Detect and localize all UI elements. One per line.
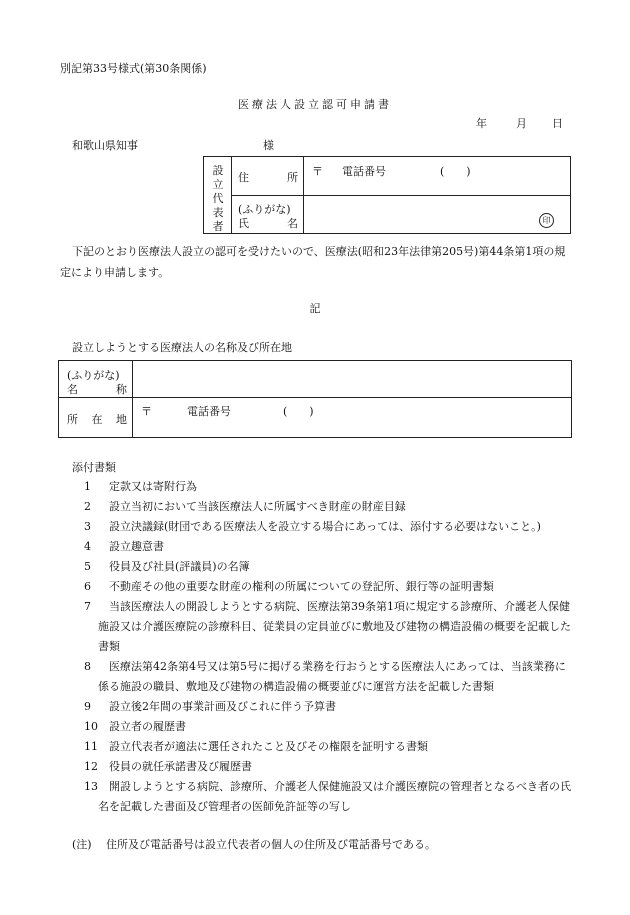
attachment-number: 2 xyxy=(84,500,91,513)
attachment-number: 10 xyxy=(84,720,98,733)
founder-address-label: 住 所 xyxy=(238,171,298,184)
note-label: (注) xyxy=(72,838,92,851)
attachments-list xyxy=(72,477,572,817)
attachment-item xyxy=(72,717,572,737)
attachment-item xyxy=(72,577,572,597)
founder-side-cell xyxy=(204,157,232,233)
attachment-number: 13 xyxy=(84,780,98,793)
application-body-text: 下記のとおり医療法人設立の認可を受けたいので、医療法(昭和23年法律第205号)第44条第1項の規定により申請します。 xyxy=(60,245,566,279)
attachments-heading: 添付書類 xyxy=(72,461,116,474)
attachment-item xyxy=(72,737,572,757)
attachment-number: 6 xyxy=(84,580,91,593)
attachment-number: 5 xyxy=(84,560,91,573)
attachment-number: 7 xyxy=(84,600,91,613)
corp-label-column xyxy=(59,361,133,437)
attachment-item xyxy=(72,537,572,557)
corp-name-label: 名 称 xyxy=(67,383,127,396)
attachment-text: 設立代表者が適法に選任されたこと及びその権限を証明する書類 xyxy=(109,740,428,753)
corp-kana-label: (ふりがな) xyxy=(67,369,120,382)
date-row xyxy=(476,115,563,131)
founder-side-label: 設立代表者 xyxy=(212,164,224,233)
attachment-number: 3 xyxy=(84,520,91,533)
attachment-item xyxy=(72,517,572,537)
note xyxy=(72,836,436,852)
attachment-text: 設立決議録(財団である医療法人を設立する場合にあっては、添付する必要はないこと。) xyxy=(109,520,541,533)
corp-location-field[interactable] xyxy=(141,403,314,419)
corp-table xyxy=(58,360,572,438)
founder-table xyxy=(203,156,571,234)
attachment-text: 設立者の履歴書 xyxy=(109,720,186,733)
founder-kana-label: (ふりがな) xyxy=(238,203,291,216)
attachment-item xyxy=(72,497,572,517)
attachment-text: 医療法第42条第4号又は第5号に掲げる業務を行おうとする医療法人にあっては、当該業務に係る施設の職員、敷地及び建物の構造設備の概要並びに運営方法を記載した書類 xyxy=(98,660,566,693)
seal-mark: 印 xyxy=(539,213,554,228)
form-number: 別記第33号様式(第30条関係) xyxy=(60,62,207,75)
attachment-text: 開設しようとする病院、診療所、介護老人保健施設又は介護医療院の管理者となるべき者の氏名を記載した書面及び管理者の医師免許証等の写し xyxy=(98,780,571,813)
attachment-text: 定款又は寄附行為 xyxy=(109,480,197,493)
attachment-number: 4 xyxy=(84,540,91,553)
document-title: 医療法人設立認可申請書 xyxy=(238,98,392,111)
attachment-text: 当該医療法人の開設しようとする病院、医療法第39条第1項に規定する診療所、介護老人保健施設又は介護医療院の診療科目、従業員の定員並びに敷地及び建物の構造設備の概要を記載した書類 xyxy=(98,600,571,653)
date-month-label: 月 xyxy=(516,117,527,130)
attachment-text: 設立趣意書 xyxy=(109,540,164,553)
honorific: 様 xyxy=(263,139,274,152)
founder-name-label: 氏 名 xyxy=(238,217,298,230)
corp-location-label: 所 在 地 xyxy=(67,413,127,426)
addressee: 和歌山県知事 xyxy=(72,139,138,152)
phone-parens: ( ) xyxy=(283,405,314,418)
date-day-label: 日 xyxy=(552,117,563,130)
phone-label: 電話番号 xyxy=(187,405,231,418)
attachment-text: 役員及び社員(評議員)の名簿 xyxy=(109,560,250,573)
attachment-item xyxy=(72,697,572,717)
attachment-number: 9 xyxy=(84,700,91,713)
postal-mark: 〒 xyxy=(141,405,152,418)
corp-section-heading: 設立しようとする医療法人の名称及び所在地 xyxy=(72,341,292,354)
phone-parens: ( ) xyxy=(440,165,471,178)
attachment-text: 役員の就任承諾書及び履歴書 xyxy=(109,760,252,773)
ki-heading: 記 xyxy=(309,302,321,315)
attachment-item xyxy=(72,757,572,777)
phone-label: 電話番号 xyxy=(342,165,386,178)
note-text: 住所及び電話番号は設立代表者の個人の住所及び電話番号である。 xyxy=(106,838,436,851)
attachment-item xyxy=(72,477,572,497)
attachment-item xyxy=(72,777,572,817)
attachment-item xyxy=(72,597,572,657)
attachment-number: 12 xyxy=(84,760,98,773)
attachment-number: 1 xyxy=(84,480,91,493)
attachment-text: 設立後2年間の事業計画及びこれに伴う予算書 xyxy=(109,700,336,713)
postal-mark: 〒 xyxy=(312,165,323,178)
attachment-item xyxy=(72,557,572,577)
date-year-label: 年 xyxy=(476,117,487,130)
founder-address-field[interactable] xyxy=(312,163,471,179)
attachment-item xyxy=(72,657,572,697)
attachment-number: 11 xyxy=(84,740,98,753)
attachment-number: 8 xyxy=(84,660,91,673)
attachment-text: 設立当初において当該医療法人に所属すべき財産の財産目録 xyxy=(109,500,406,513)
attachment-text: 不動産その他の重要な財産の権利の所属についての登記所、銀行等の証明書類 xyxy=(109,580,494,593)
